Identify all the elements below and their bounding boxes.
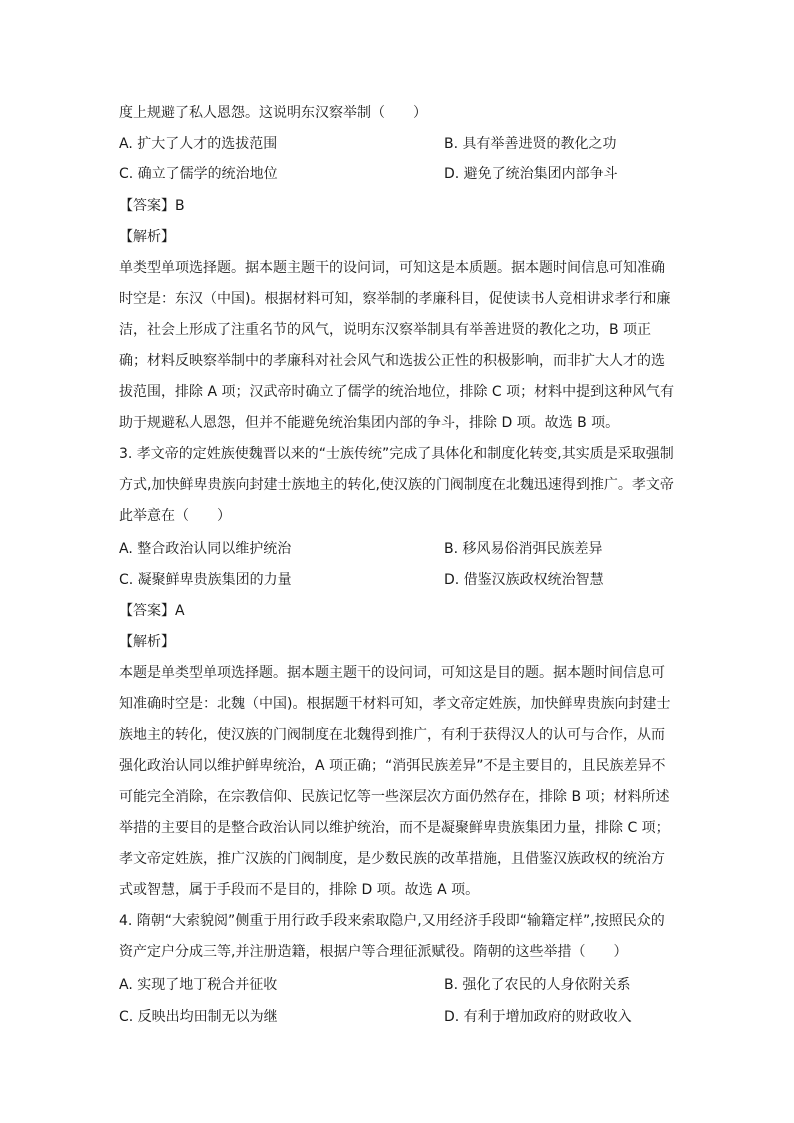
q3-analysis-line: 强化政治认同以维护鲜卑统治，A 项正确；“消弭民族差异”不是主要目的，且民族差异不 — [119, 758, 666, 774]
q4-stem-line: 资产定户分成三等,并注册造籍，根据户等合理征派赋役。隋朝的这些举措（ ） — [119, 944, 628, 960]
q2-option-a: A. 扩大了人才的选拔范围 — [119, 136, 278, 152]
q3-analysis-line: 孝文帝定姓族，推广汉族的门阀制度，是少数民族的改革措施，且借鉴汉族政权的统治方 — [119, 851, 665, 867]
q2-analysis-line: 拔范围，排除 A 项；汉武帝时确立了儒学的统治地位，排除 C 项；材料中提到这种风气有 — [119, 384, 675, 400]
q2-analysis-line: 确；材料反映察举制中的孝廉科对社会风气和选拔公正性的积极影响，而非扩大人才的选 — [119, 353, 665, 369]
q2-analysis-line: 时空是：东汉（中国)。根据材料可知，察举制的孝廉科目，促使读书人竞相讲求孝行和廉 — [119, 291, 671, 307]
q2-analysis-line: 单类型单项选择题。据本题主题干的设问词，可知这是本质题。据本题时间信息可知准确 — [119, 260, 665, 276]
q2-analysis-label: 【解析】 — [119, 229, 175, 245]
q4-option-b: B. 强化了农民的人身依附关系 — [444, 977, 631, 993]
q3-option-d: D. 借鉴汉族政权统治智慧 — [444, 572, 604, 588]
q3-analysis-line: 本题是单类型单项选择题。据本题主题干的设问词，可知这是目的题。据本题时间信息可 — [119, 665, 665, 681]
q3-analysis-line: 知准确时空是：北魏（中国)。根据题干材料可知，孝文帝定姓族，加快鲜卑贵族向封建士 — [119, 696, 671, 712]
q3-analysis-line: 可能完全消除，在宗教信仰、民族记忆等一些深层次方面仍然存在，排除 B 项；材料所述 — [119, 789, 670, 805]
q2-option-d: D. 避免了统治集团内部争斗 — [444, 166, 618, 182]
q4-option-a: A. 实现了地丁税合并征收 — [119, 977, 278, 993]
q3-analysis-label: 【解析】 — [119, 634, 175, 650]
q2-stem-tail: 度上规避了私人恩怨。这说明东汉察举制（ ） — [119, 105, 427, 121]
q3-stem-line: 此举意在（ ） — [119, 508, 231, 524]
q2-option-c: C. 确立了儒学的统治地位 — [119, 166, 278, 182]
q3-option-c: C. 凝聚鲜卑贵族集团的力量 — [119, 572, 292, 588]
q3-stem-line: 3. 孝文帝的定姓族使魏晋以来的“士族传统”完成了具体化和制度化转变,其实质是采取强制 — [119, 446, 674, 462]
q2-answer: 【答案】B — [119, 198, 185, 214]
q3-option-b: B. 移风易俗消弭民族差异 — [444, 541, 603, 557]
q4-option-d: D. 有利于增加政府的财政收入 — [444, 1009, 632, 1025]
q2-analysis-line: 助于规避私人恩怨，但并不能避免统治集团内部的争斗，排除 D 项。故选 B 项。 — [119, 415, 620, 431]
q3-option-a: A. 整合政治认同以维护统治 — [119, 541, 292, 557]
q3-answer: 【答案】A — [119, 603, 185, 619]
q3-analysis-line: 族地主的转化，使汉族的门阀制度在北魏得到推广，有利于获得汉人的认可与合作，从而 — [119, 727, 665, 743]
q3-analysis-line: 举措的主要目的是整合政治认同以维护统治，而不是凝聚鲜卑贵族集团力量，排除 C 项； — [119, 820, 670, 836]
q3-stem-line: 方式,加快鲜卑贵族向封建士族地主的转化,使汉族的门阀制度在北魏迅速得到推广。孝文帝 — [119, 477, 674, 493]
q2-option-b: B. 具有举善进贤的教化之功 — [444, 136, 617, 152]
q4-option-c: C. 反映出均田制无以为继 — [119, 1009, 278, 1025]
q3-analysis-line: 式或智慧，属于手段而不是目的，排除 D 项。故选 A 项。 — [119, 882, 480, 898]
q4-stem-line: 4. 隋朝“大索貌阅”侧重于用行政手段来索取隐户,又用经济手段即“输籍定样”,按照民众的 — [119, 913, 665, 929]
q2-analysis-line: 洁，社会上形成了注重名节的风气，说明东汉察举制具有举善进贤的教化之功，B 项正 — [119, 322, 652, 338]
